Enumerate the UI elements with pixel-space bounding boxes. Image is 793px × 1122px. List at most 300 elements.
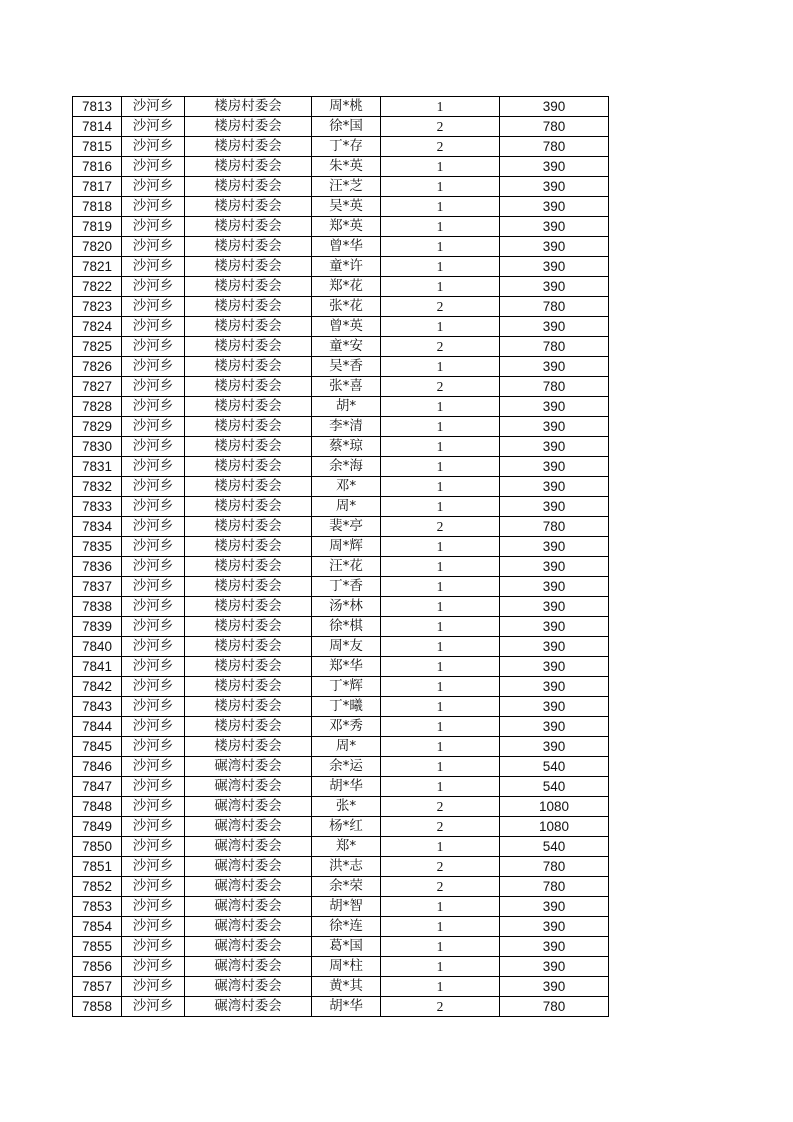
household-count-cell: 1 (381, 637, 500, 657)
township-cell: 沙河乡 (122, 277, 185, 297)
village-committee-cell: 楼房村委会 (185, 677, 312, 697)
township-cell: 沙河乡 (122, 517, 185, 537)
amount-cell: 780 (500, 137, 609, 157)
person-name-cell: 汤*林 (312, 597, 381, 617)
village-committee-cell: 楼房村委会 (185, 397, 312, 417)
table-row (73, 697, 609, 717)
township-cell: 沙河乡 (122, 837, 185, 857)
township-cell: 沙河乡 (122, 397, 185, 417)
table-row (73, 817, 609, 837)
row-number-cell: 7858 (73, 997, 122, 1017)
amount-cell: 780 (500, 517, 609, 537)
person-name-cell: 郑*华 (312, 657, 381, 677)
amount-cell: 780 (500, 377, 609, 397)
person-name-cell: 丁*香 (312, 577, 381, 597)
data-table (72, 96, 609, 1017)
household-count-cell: 1 (381, 557, 500, 577)
household-count-cell: 2 (381, 517, 500, 537)
township-cell: 沙河乡 (122, 717, 185, 737)
household-count-cell: 1 (381, 897, 500, 917)
township-cell: 沙河乡 (122, 357, 185, 377)
township-cell: 沙河乡 (122, 237, 185, 257)
row-number-cell: 7826 (73, 357, 122, 377)
person-name-cell: 周*辉 (312, 537, 381, 557)
row-number-cell: 7857 (73, 977, 122, 997)
township-cell: 沙河乡 (122, 637, 185, 657)
row-number-cell: 7843 (73, 697, 122, 717)
household-count-cell: 1 (381, 617, 500, 637)
table-row (73, 157, 609, 177)
household-count-cell: 1 (381, 237, 500, 257)
village-committee-cell: 楼房村委会 (185, 697, 312, 717)
household-count-cell: 1 (381, 737, 500, 757)
person-name-cell: 李*清 (312, 417, 381, 437)
household-count-cell: 2 (381, 817, 500, 837)
village-committee-cell: 碾湾村委会 (185, 937, 312, 957)
amount-cell: 540 (500, 837, 609, 857)
amount-cell: 390 (500, 97, 609, 117)
village-committee-cell: 楼房村委会 (185, 517, 312, 537)
table-row (73, 277, 609, 297)
village-committee-cell: 楼房村委会 (185, 417, 312, 437)
person-name-cell: 周* (312, 737, 381, 757)
row-number-cell: 7823 (73, 297, 122, 317)
village-committee-cell: 楼房村委会 (185, 377, 312, 397)
person-name-cell: 丁*曦 (312, 697, 381, 717)
township-cell: 沙河乡 (122, 617, 185, 637)
township-cell: 沙河乡 (122, 897, 185, 917)
amount-cell: 780 (500, 117, 609, 137)
amount-cell: 390 (500, 197, 609, 217)
township-cell: 沙河乡 (122, 937, 185, 957)
amount-cell: 780 (500, 337, 609, 357)
amount-cell: 390 (500, 477, 609, 497)
village-committee-cell: 楼房村委会 (185, 617, 312, 637)
table-row (73, 977, 609, 997)
person-name-cell: 吴*香 (312, 357, 381, 377)
amount-cell: 780 (500, 857, 609, 877)
township-cell: 沙河乡 (122, 997, 185, 1017)
person-name-cell: 丁*辉 (312, 677, 381, 697)
township-cell: 沙河乡 (122, 477, 185, 497)
village-committee-cell: 碾湾村委会 (185, 797, 312, 817)
amount-cell: 390 (500, 937, 609, 957)
township-cell: 沙河乡 (122, 777, 185, 797)
township-cell: 沙河乡 (122, 797, 185, 817)
table-row (73, 557, 609, 577)
person-name-cell: 徐*连 (312, 917, 381, 937)
village-committee-cell: 楼房村委会 (185, 537, 312, 557)
township-cell: 沙河乡 (122, 877, 185, 897)
table-row (73, 617, 609, 637)
row-number-cell: 7817 (73, 177, 122, 197)
household-count-cell: 1 (381, 657, 500, 677)
amount-cell: 390 (500, 277, 609, 297)
household-count-cell: 2 (381, 857, 500, 877)
township-cell: 沙河乡 (122, 457, 185, 477)
household-count-cell: 1 (381, 957, 500, 977)
village-committee-cell: 楼房村委会 (185, 577, 312, 597)
person-name-cell: 余*运 (312, 757, 381, 777)
village-committee-cell: 楼房村委会 (185, 737, 312, 757)
village-committee-cell: 碾湾村委会 (185, 837, 312, 857)
township-cell: 沙河乡 (122, 217, 185, 237)
amount-cell: 390 (500, 357, 609, 377)
row-number-cell: 7847 (73, 777, 122, 797)
row-number-cell: 7850 (73, 837, 122, 857)
table-row (73, 477, 609, 497)
person-name-cell: 张*喜 (312, 377, 381, 397)
township-cell: 沙河乡 (122, 317, 185, 337)
household-count-cell: 1 (381, 157, 500, 177)
row-number-cell: 7834 (73, 517, 122, 537)
person-name-cell: 裴*亭 (312, 517, 381, 537)
village-committee-cell: 碾湾村委会 (185, 897, 312, 917)
table-row (73, 537, 609, 557)
amount-cell: 780 (500, 297, 609, 317)
village-committee-cell: 碾湾村委会 (185, 997, 312, 1017)
amount-cell: 390 (500, 897, 609, 917)
row-number-cell: 7822 (73, 277, 122, 297)
amount-cell: 390 (500, 417, 609, 437)
table-row (73, 257, 609, 277)
amount-cell: 390 (500, 537, 609, 557)
amount-cell: 540 (500, 777, 609, 797)
township-cell: 沙河乡 (122, 917, 185, 937)
table-row (73, 937, 609, 957)
person-name-cell: 周* (312, 497, 381, 517)
village-committee-cell: 碾湾村委会 (185, 877, 312, 897)
row-number-cell: 7825 (73, 337, 122, 357)
township-cell: 沙河乡 (122, 437, 185, 457)
row-number-cell: 7818 (73, 197, 122, 217)
row-number-cell: 7855 (73, 937, 122, 957)
township-cell: 沙河乡 (122, 557, 185, 577)
table-row (73, 237, 609, 257)
table-row (73, 777, 609, 797)
household-count-cell: 1 (381, 917, 500, 937)
table-row (73, 497, 609, 517)
person-name-cell: 童*安 (312, 337, 381, 357)
table-row (73, 137, 609, 157)
table-row (73, 897, 609, 917)
village-committee-cell: 楼房村委会 (185, 197, 312, 217)
person-name-cell: 郑* (312, 837, 381, 857)
row-number-cell: 7814 (73, 117, 122, 137)
household-count-cell: 1 (381, 357, 500, 377)
amount-cell: 390 (500, 637, 609, 657)
person-name-cell: 胡* (312, 397, 381, 417)
table-row (73, 117, 609, 137)
row-number-cell: 7813 (73, 97, 122, 117)
amount-cell: 780 (500, 877, 609, 897)
household-count-cell: 2 (381, 377, 500, 397)
amount-cell: 390 (500, 257, 609, 277)
person-name-cell: 周*友 (312, 637, 381, 657)
village-committee-cell: 楼房村委会 (185, 717, 312, 737)
table-row (73, 357, 609, 377)
row-number-cell: 7839 (73, 617, 122, 637)
table-row (73, 997, 609, 1017)
township-cell: 沙河乡 (122, 377, 185, 397)
village-committee-cell: 碾湾村委会 (185, 817, 312, 837)
amount-cell: 390 (500, 177, 609, 197)
village-committee-cell: 碾湾村委会 (185, 977, 312, 997)
amount-cell: 390 (500, 237, 609, 257)
township-cell: 沙河乡 (122, 297, 185, 317)
row-number-cell: 7837 (73, 577, 122, 597)
household-count-cell: 1 (381, 837, 500, 857)
household-count-cell: 2 (381, 877, 500, 897)
person-name-cell: 葛*国 (312, 937, 381, 957)
row-number-cell: 7815 (73, 137, 122, 157)
township-cell: 沙河乡 (122, 417, 185, 437)
row-number-cell: 7856 (73, 957, 122, 977)
village-committee-cell: 楼房村委会 (185, 597, 312, 617)
household-count-cell: 1 (381, 497, 500, 517)
household-count-cell: 1 (381, 417, 500, 437)
township-cell: 沙河乡 (122, 97, 185, 117)
household-count-cell: 1 (381, 177, 500, 197)
person-name-cell: 曾*英 (312, 317, 381, 337)
village-committee-cell: 楼房村委会 (185, 477, 312, 497)
township-cell: 沙河乡 (122, 677, 185, 697)
township-cell: 沙河乡 (122, 757, 185, 777)
amount-cell: 390 (500, 677, 609, 697)
village-committee-cell: 楼房村委会 (185, 137, 312, 157)
person-name-cell: 张* (312, 797, 381, 817)
row-number-cell: 7840 (73, 637, 122, 657)
table-row (73, 437, 609, 457)
row-number-cell: 7838 (73, 597, 122, 617)
household-count-cell: 2 (381, 117, 500, 137)
person-name-cell: 童*许 (312, 257, 381, 277)
household-count-cell: 1 (381, 217, 500, 237)
person-name-cell: 胡*华 (312, 997, 381, 1017)
row-number-cell: 7831 (73, 457, 122, 477)
row-number-cell: 7820 (73, 237, 122, 257)
village-committee-cell: 楼房村委会 (185, 277, 312, 297)
person-name-cell: 吴*英 (312, 197, 381, 217)
table-row (73, 597, 609, 617)
person-name-cell: 余*海 (312, 457, 381, 477)
township-cell: 沙河乡 (122, 977, 185, 997)
table-row (73, 297, 609, 317)
village-committee-cell: 楼房村委会 (185, 257, 312, 277)
village-committee-cell: 碾湾村委会 (185, 917, 312, 937)
table-row (73, 317, 609, 337)
person-name-cell: 周*桃 (312, 97, 381, 117)
table-row (73, 517, 609, 537)
household-count-cell: 1 (381, 397, 500, 417)
village-committee-cell: 楼房村委会 (185, 217, 312, 237)
amount-cell: 390 (500, 437, 609, 457)
amount-cell: 390 (500, 977, 609, 997)
amount-cell: 390 (500, 497, 609, 517)
village-committee-cell: 楼房村委会 (185, 357, 312, 377)
household-count-cell: 1 (381, 317, 500, 337)
row-number-cell: 7845 (73, 737, 122, 757)
person-name-cell: 徐*国 (312, 117, 381, 137)
row-number-cell: 7842 (73, 677, 122, 697)
table-row (73, 837, 609, 857)
household-count-cell: 1 (381, 677, 500, 697)
table-row (73, 957, 609, 977)
village-committee-cell: 楼房村委会 (185, 177, 312, 197)
village-committee-cell: 楼房村委会 (185, 437, 312, 457)
village-committee-cell: 楼房村委会 (185, 557, 312, 577)
village-committee-cell: 碾湾村委会 (185, 757, 312, 777)
amount-cell: 780 (500, 997, 609, 1017)
household-count-cell: 1 (381, 477, 500, 497)
person-name-cell: 曾*华 (312, 237, 381, 257)
table-row (73, 917, 609, 937)
amount-cell: 390 (500, 457, 609, 477)
amount-cell: 390 (500, 577, 609, 597)
township-cell: 沙河乡 (122, 957, 185, 977)
person-name-cell: 蔡*琼 (312, 437, 381, 457)
township-cell: 沙河乡 (122, 857, 185, 877)
household-count-cell: 1 (381, 257, 500, 277)
row-number-cell: 7821 (73, 257, 122, 277)
village-committee-cell: 碾湾村委会 (185, 857, 312, 877)
table-row (73, 337, 609, 357)
row-number-cell: 7851 (73, 857, 122, 877)
household-count-cell: 1 (381, 457, 500, 477)
table-row (73, 797, 609, 817)
table-row (73, 737, 609, 757)
amount-cell: 390 (500, 597, 609, 617)
village-committee-cell: 碾湾村委会 (185, 777, 312, 797)
household-count-cell: 1 (381, 197, 500, 217)
household-count-cell: 1 (381, 437, 500, 457)
person-name-cell: 邓*秀 (312, 717, 381, 737)
household-count-cell: 1 (381, 597, 500, 617)
person-name-cell: 胡*智 (312, 897, 381, 917)
village-committee-cell: 楼房村委会 (185, 657, 312, 677)
amount-cell: 390 (500, 397, 609, 417)
person-name-cell: 余*荣 (312, 877, 381, 897)
amount-cell: 390 (500, 737, 609, 757)
township-cell: 沙河乡 (122, 657, 185, 677)
row-number-cell: 7824 (73, 317, 122, 337)
table-row (73, 197, 609, 217)
township-cell: 沙河乡 (122, 697, 185, 717)
household-count-cell: 2 (381, 997, 500, 1017)
row-number-cell: 7830 (73, 437, 122, 457)
row-number-cell: 7833 (73, 497, 122, 517)
household-count-cell: 1 (381, 577, 500, 597)
person-name-cell: 丁*存 (312, 137, 381, 157)
village-committee-cell: 楼房村委会 (185, 297, 312, 317)
household-count-cell: 1 (381, 277, 500, 297)
row-number-cell: 7828 (73, 397, 122, 417)
person-name-cell: 郑*花 (312, 277, 381, 297)
household-count-cell: 2 (381, 337, 500, 357)
amount-cell: 390 (500, 157, 609, 177)
amount-cell: 390 (500, 697, 609, 717)
row-number-cell: 7835 (73, 537, 122, 557)
table-row (73, 217, 609, 237)
township-cell: 沙河乡 (122, 197, 185, 217)
person-name-cell: 邓* (312, 477, 381, 497)
table-row (73, 577, 609, 597)
township-cell: 沙河乡 (122, 177, 185, 197)
amount-cell: 390 (500, 657, 609, 677)
household-count-cell: 1 (381, 697, 500, 717)
table-row (73, 397, 609, 417)
table-row (73, 97, 609, 117)
township-cell: 沙河乡 (122, 537, 185, 557)
person-name-cell: 汪*芝 (312, 177, 381, 197)
township-cell: 沙河乡 (122, 597, 185, 617)
person-name-cell: 黄*其 (312, 977, 381, 997)
village-committee-cell: 碾湾村委会 (185, 957, 312, 977)
person-name-cell: 胡*华 (312, 777, 381, 797)
table-row (73, 757, 609, 777)
row-number-cell: 7816 (73, 157, 122, 177)
table-row (73, 377, 609, 397)
amount-cell: 390 (500, 317, 609, 337)
person-name-cell: 张*花 (312, 297, 381, 317)
village-committee-cell: 楼房村委会 (185, 637, 312, 657)
table-row (73, 417, 609, 437)
amount-cell: 390 (500, 217, 609, 237)
household-count-cell: 1 (381, 537, 500, 557)
row-number-cell: 7844 (73, 717, 122, 737)
village-committee-cell: 楼房村委会 (185, 97, 312, 117)
household-count-cell: 1 (381, 757, 500, 777)
household-count-cell: 2 (381, 297, 500, 317)
row-number-cell: 7819 (73, 217, 122, 237)
household-count-cell: 1 (381, 777, 500, 797)
row-number-cell: 7848 (73, 797, 122, 817)
township-cell: 沙河乡 (122, 497, 185, 517)
household-count-cell: 1 (381, 717, 500, 737)
table-row (73, 717, 609, 737)
person-name-cell: 汪*花 (312, 557, 381, 577)
village-committee-cell: 楼房村委会 (185, 457, 312, 477)
row-number-cell: 7836 (73, 557, 122, 577)
person-name-cell: 杨*红 (312, 817, 381, 837)
township-cell: 沙河乡 (122, 137, 185, 157)
township-cell: 沙河乡 (122, 577, 185, 597)
person-name-cell: 朱*英 (312, 157, 381, 177)
row-number-cell: 7849 (73, 817, 122, 837)
township-cell: 沙河乡 (122, 737, 185, 757)
household-count-cell: 1 (381, 97, 500, 117)
village-committee-cell: 楼房村委会 (185, 157, 312, 177)
household-count-cell: 2 (381, 797, 500, 817)
person-name-cell: 周*柱 (312, 957, 381, 977)
row-number-cell: 7827 (73, 377, 122, 397)
household-count-cell: 1 (381, 977, 500, 997)
amount-cell: 390 (500, 617, 609, 637)
amount-cell: 1080 (500, 797, 609, 817)
row-number-cell: 7832 (73, 477, 122, 497)
amount-cell: 1080 (500, 817, 609, 837)
township-cell: 沙河乡 (122, 337, 185, 357)
table-row (73, 177, 609, 197)
township-cell: 沙河乡 (122, 817, 185, 837)
table-row (73, 637, 609, 657)
row-number-cell: 7854 (73, 917, 122, 937)
person-name-cell: 郑*英 (312, 217, 381, 237)
table-row (73, 877, 609, 897)
row-number-cell: 7841 (73, 657, 122, 677)
amount-cell: 390 (500, 957, 609, 977)
row-number-cell: 7853 (73, 897, 122, 917)
